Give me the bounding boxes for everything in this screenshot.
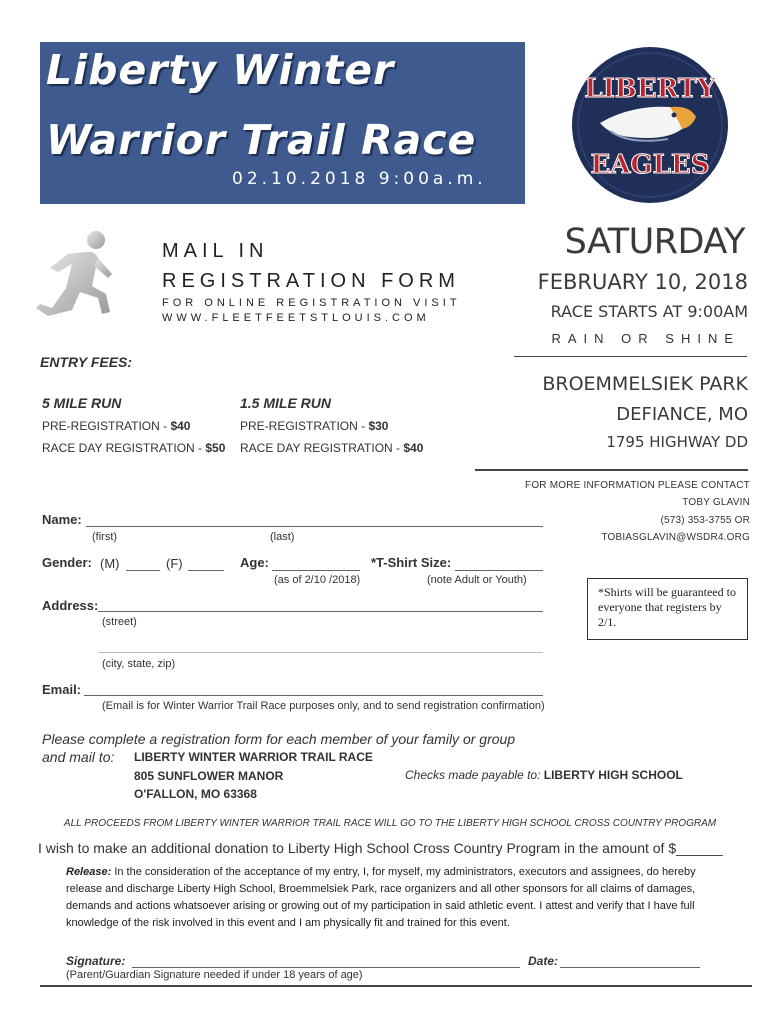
mail-address-line3: O'FALLON, MO 63368 bbox=[134, 787, 257, 801]
gender-female-field[interactable] bbox=[188, 570, 224, 571]
fee-price: $40 bbox=[170, 419, 191, 433]
runner-icon bbox=[28, 228, 116, 333]
event-address: 1795 HIGHWAY DD bbox=[606, 433, 748, 451]
address-label: Address: bbox=[42, 598, 99, 613]
email-field[interactable] bbox=[84, 695, 543, 696]
proceeds-note: ALL PROCEEDS FROM LIBERTY WINTER WARRIOR TRAIL RACE WILL GO TO THE LIBERTY HIGH SCHOOL CROSS COUNTRY PROGRAM bbox=[63, 818, 717, 829]
logo-top-text: LIBERTY bbox=[584, 74, 716, 104]
release-body: In the consideration of the acceptance of my entry, I, for myself, my administrators, executors and assignees, do hereby release and discharge Liberty High School, Broemmelsiek Park, race organizers and all other sponsors for all claims of damages, demands and actions whatsoever arising or growing out of my participation in said athletic event. I attest and verify that I have full knowledge of the risk involved in this event and I am physically fit and trained for this event. bbox=[66, 866, 696, 929]
date-field[interactable] bbox=[560, 967, 700, 968]
fee-price: $50 bbox=[205, 441, 226, 455]
gender-male-field[interactable] bbox=[126, 570, 160, 571]
name-field[interactable] bbox=[86, 526, 543, 527]
online-line1: FOR ONLINE REGISTRATION VISIT bbox=[162, 297, 461, 309]
fee-label: RACE DAY REGISTRATION - bbox=[42, 441, 206, 455]
online-url[interactable]: WWW.FLEETFEETSTLOUIS.COM bbox=[162, 312, 430, 324]
mail-address-line1: LIBERTY WINTER WARRIOR TRAIL RACE bbox=[134, 750, 373, 764]
event-date: FEBRUARY 10, 2018 bbox=[537, 270, 748, 294]
online-registration bbox=[162, 296, 461, 326]
event-park: BROEMMELSIEK PARK bbox=[542, 373, 748, 395]
contact-phone: (573) 353-3755 OR bbox=[660, 515, 750, 526]
age-label: Age: bbox=[240, 555, 269, 570]
release-text bbox=[66, 864, 716, 932]
contact-intro: FOR MORE INFORMATION PLEASE CONTACT bbox=[525, 480, 750, 491]
tshirt-hint: (note Adult or Youth) bbox=[427, 574, 527, 586]
race-date-time: 02.10.2018 9:00a.m. bbox=[232, 169, 487, 189]
divider bbox=[40, 985, 752, 987]
five-mile-title: 5 MILE RUN bbox=[42, 395, 122, 411]
divider bbox=[475, 469, 748, 471]
tshirt-label: *T-Shirt Size: bbox=[371, 555, 452, 570]
tshirt-field[interactable] bbox=[455, 570, 543, 571]
divider bbox=[514, 356, 747, 357]
gender-male: (M) bbox=[100, 556, 120, 571]
form-title bbox=[162, 236, 460, 296]
signature-note: (Parent/Guardian Signature needed if under 18 years of age) bbox=[66, 969, 363, 981]
city-field[interactable] bbox=[98, 652, 543, 653]
fee-label: PRE-REGISTRATION - bbox=[240, 419, 369, 433]
city-hint: (city, state, zip) bbox=[102, 658, 176, 670]
fee-price: $30 bbox=[368, 419, 389, 433]
checks-payable bbox=[405, 768, 683, 782]
shirt-guarantee-note: *Shirts will be guaranteed to everyone that registers by 2/1. bbox=[587, 578, 748, 640]
fee-price: $40 bbox=[403, 441, 424, 455]
age-hint: (as of 2/10 /2018) bbox=[274, 574, 361, 586]
entry-fees-title: ENTRY FEES: bbox=[40, 354, 133, 370]
email-hint: (Email is for Winter Warrior Trail Race purposes only, and to send registration confirmation) bbox=[102, 700, 545, 712]
event-day: SATURDAY bbox=[564, 222, 745, 262]
date-label: Date: bbox=[528, 954, 559, 968]
liberty-eagles-logo bbox=[570, 45, 730, 205]
signature-label: Signature: bbox=[66, 954, 126, 968]
form-title-line1: MAIL IN bbox=[162, 240, 269, 262]
fee-label: PRE-REGISTRATION - bbox=[42, 419, 171, 433]
onehalf-mile-day bbox=[240, 441, 423, 455]
contact-email[interactable]: TOBIASGLAVIN@WSDR4.ORG bbox=[601, 532, 750, 543]
mail-instruction-line1: Please complete a registration form for each member of your family or group bbox=[42, 731, 516, 747]
gender-label: Gender: bbox=[42, 555, 92, 570]
first-hint: (first) bbox=[92, 531, 118, 543]
gender-female: (F) bbox=[166, 556, 183, 571]
fee-label: RACE DAY REGISTRATION - bbox=[240, 441, 404, 455]
event-city: DEFIANCE, MO bbox=[616, 404, 748, 425]
age-field[interactable] bbox=[272, 570, 360, 571]
checks-label: Checks made payable to: bbox=[405, 768, 544, 782]
mail-address-line2: 805 SUNFLOWER MANOR bbox=[134, 769, 284, 783]
title-banner bbox=[40, 42, 525, 204]
five-mile-pre bbox=[42, 419, 190, 433]
donation-line[interactable]: I wish to make an additional donation to Liberty High School Cross Country Program in the amount of $______ bbox=[38, 840, 723, 856]
five-mile-day bbox=[42, 441, 225, 455]
name-label: Name: bbox=[42, 512, 82, 527]
street-hint: (street) bbox=[102, 616, 137, 628]
onehalf-mile-title: 1.5 MILE RUN bbox=[240, 395, 332, 411]
form-title-line2: REGISTRATION FORM bbox=[162, 270, 460, 292]
checks-payee: LIBERTY HIGH SCHOOL bbox=[543, 768, 683, 782]
title-line-1: Liberty Winter bbox=[46, 46, 395, 94]
last-hint: (last) bbox=[270, 531, 295, 543]
contact-name: TOBY GLAVIN bbox=[682, 497, 750, 508]
street-field[interactable] bbox=[98, 611, 543, 612]
mail-instruction-line2: and mail to: bbox=[42, 749, 115, 765]
signature-field[interactable] bbox=[132, 967, 520, 968]
event-weather: RAIN OR SHINE bbox=[551, 331, 740, 346]
email-label: Email: bbox=[42, 682, 82, 697]
onehalf-mile-pre bbox=[240, 419, 388, 433]
title-line-2: Warrior Trail Race bbox=[46, 116, 477, 164]
logo-bottom-text: EAGLES bbox=[590, 150, 710, 180]
event-start: RACE STARTS AT 9:00AM bbox=[550, 302, 748, 321]
release-label: Release: bbox=[66, 866, 112, 878]
